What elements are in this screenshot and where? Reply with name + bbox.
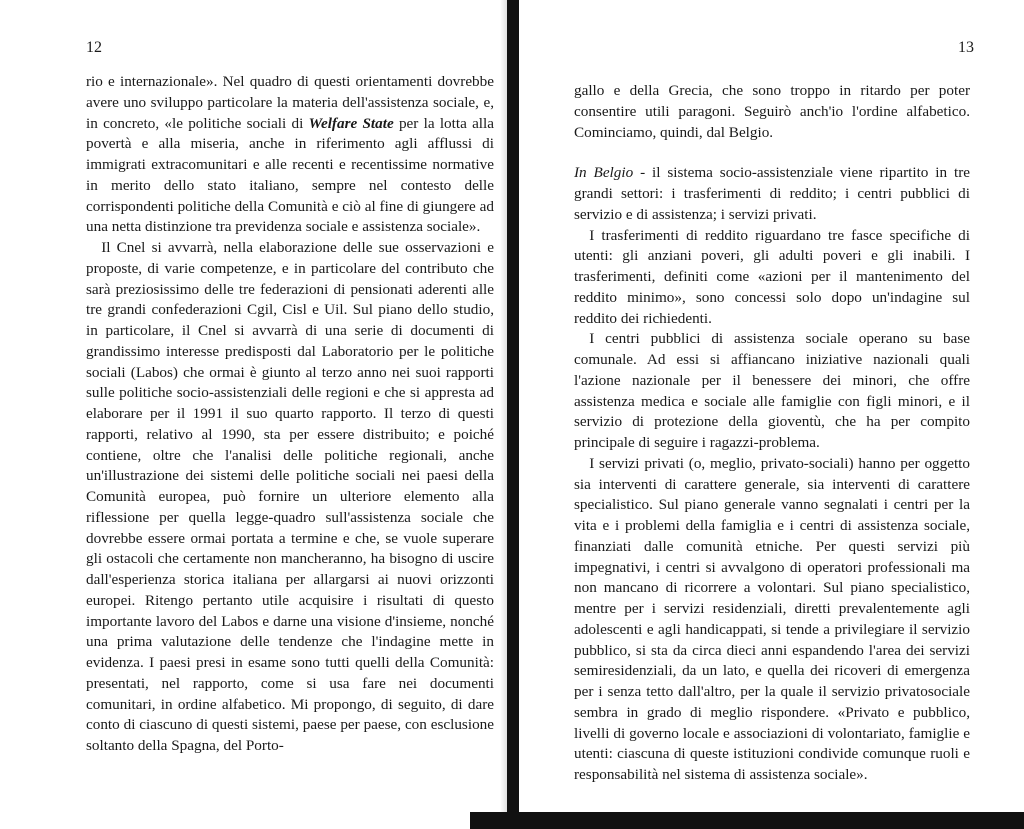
right-paragraph-4: I centri pubblici di assistenza sociale operano su base comunale. Ad essi si affiancano iniziative nazionali quali l'azione nazionale per il benessere dei minori, che offre assistenza medica e sociale alle famiglie con figli minori, e il servizio di protezione della gioventù, che ha per compito principale di seguire i ragazzi-problema. (574, 330, 970, 451)
scan-bottom-edge (470, 812, 1024, 829)
right-paragraph-belgio (574, 163, 970, 225)
left-page (0, 0, 505, 829)
belgio-intro: - il sistema socio-assistenziale viene ripartito in tre grandi settori: i trasferimenti di reddito; i centri pubblici di servizio e di assistenza; i servizi privati. (574, 164, 971, 223)
left-paragraph-1 (86, 72, 494, 238)
right-paragraph-5: I servizi privati (o, meglio, privato-sociali) hanno per oggetto sia interventi di carattere generale, sia interventi di carattere specialistico. Sul piano generale vanno segnalati i centri per la vita e i problemi della famiglia e i centri di assistenza sociale, finanziati dalle comunità etniche. Per questi servizi più impegnativi, i centri si avvalgono di operatori professionali ma non mancano di ricorrere a volontari. Sul piano specialistico, mentre per i servizi residenziali, diretti prevalentemente agli adolescenti e agli handicappati, si tende a privilegiare il servizio pubblico, si sta da circa dieci anni espandendo l'area dei servizi semiresidenziali, da un lato, e quella dei ricoveri di emergenza per i senza tetto dall'altro, per la quale il servizio privatosociale sembra in grado di meglio rispondere. «Privato e pubblico, livelli di governo locale e associazioni di volontariato, famiglie e utenti: ciascuna di queste istituzioni condivide comunque ruoli e responsabilità nel sistema di assistenza sociale». (574, 454, 970, 783)
right-paragraph-3: I trasferimenti di reddito riguardano tre fasce specifiche di utenti: gli anziani poveri, gli adulti poveri e gli inabili. I trasferimenti, definiti come «azioni per il mantenimento del reddito minimo», sono concessi solo dopo un'indagine sul reddito dei richiedenti. (574, 226, 970, 327)
gutter-shadow (500, 0, 507, 829)
page-number-left: 12 (86, 39, 102, 56)
left-paragraph-1-end: per la lotta alla povertà e alla miseria, anche in riferimento agli afflussi di immigrati extracomunitari e alle recenti e recentissime normative in merito dello stato italiano, sempre nel contesto delle corrispondenti politiche della Comunità e ciò al fine di giungere ad una netta distinzione tra previdenza sociale e assistenza sociale». (86, 114, 494, 236)
left-page-text (86, 72, 494, 757)
left-paragraph-1-start: rio e internazionale». Nel quadro di questi orientamenti dovrebbe avere uno sviluppo particolare la materia dell'assistenza sociale, e, in concreto, «le politiche sociali di (86, 73, 494, 132)
right-page-text (574, 81, 970, 786)
belgio-heading: In Belgio (574, 164, 634, 182)
right-paragraph-1: gallo e della Grecia, che sono troppo in ritardo per poter consentire utili paragoni. Seguirò anch'io l'ordine alfabetico. Cominciamo, quindi, dal Belgio. (574, 82, 970, 141)
book-gutter (507, 0, 519, 829)
page-number-right: 13 (958, 39, 974, 56)
right-page (520, 0, 1024, 829)
left-paragraph-2: Il Cnel si avvarrà, nella elaborazione delle sue osservazioni e proposte, di varie competenze, e in particolare del contributo che sarà preziosissimo delle tre federazioni di pensionati aderenti alle tre grandi confederazioni Cgil, Cisl e Uil. Sul piano dello studio, in particolare, il Cnel si avvarrà di una serie di documenti di grandissimo interesse predisposti dal Laboratorio per le politiche sociali (Labos) che ormai è giunto al terzo anno nei suoi rapporti sulle politiche socio-assistenziali delle regioni e che si appresta ad elaborare per il 1991 il suo quarto rapporto. Il terzo di questi rapporti, relativo al 1990, sta per essere distribuito; e poiché contiene, oltre che l'analisi delle politiche regionali, anche un'illustrazione dei sistemi delle politiche sociali nei paesi della Comunità europea, può fornire un ulteriore elemento alla riflessione per quella legge-quadro sull'assistenza sociale che dovrebbe essere ormai portata a termine e che, se vuole superare gli ostacoli che certamente non mancheranno, ha bisogno di uscire dall'esperienza storica italiana per allargarsi ai nuovi orizzonti europei. Ritengo pertanto utile acquisire i risultati di questo importante lavoro del Labos e darne una visione d'insieme, nonché una prima valutazione delle tendenze che l'indagine mette in evidenza. I paesi presi in esame sono tutti quelli della Comunità: presentati, nel rapporto, come si usa fare nei documenti comunitari, in ordine alfabetico. Mi propongo, di seguito, di dare conto di ciascuno di questi sistemi, paese per paese, con esclusione soltanto della Spagna, del Porto- (86, 239, 494, 754)
welfare-state-term: Welfare State (308, 114, 394, 132)
